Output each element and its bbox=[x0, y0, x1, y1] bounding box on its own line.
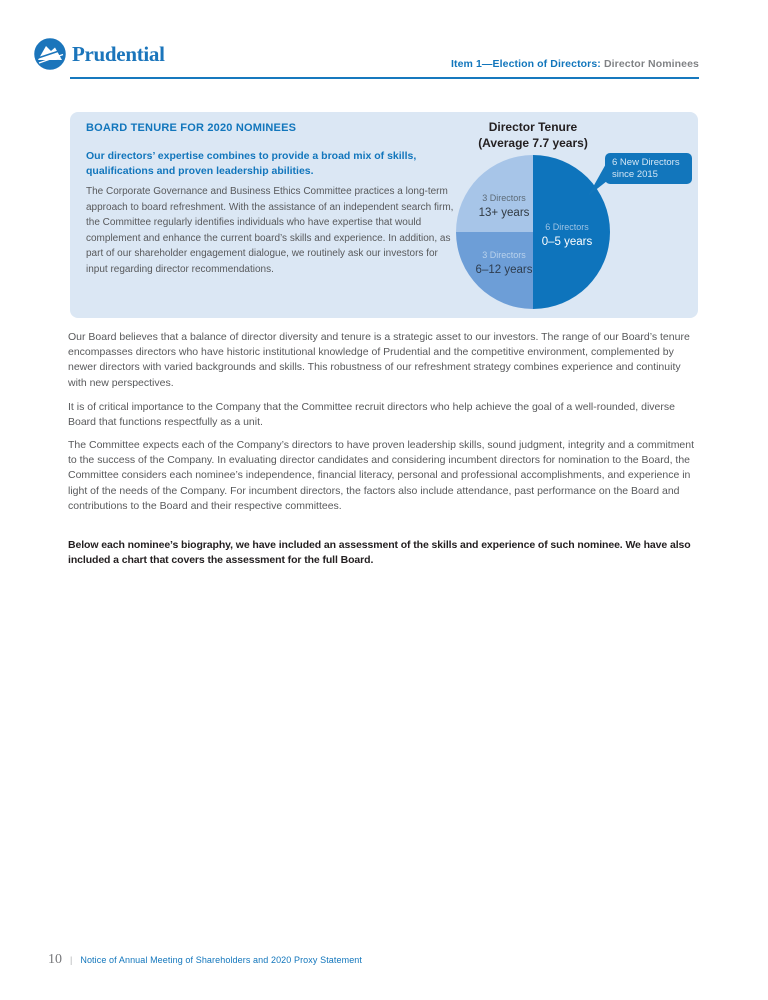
slice-label-0-5-count: 6 Directors bbox=[545, 222, 589, 232]
chart-title: Director Tenure bbox=[488, 120, 578, 134]
new-directors-callout bbox=[588, 153, 692, 196]
footer-separator: | bbox=[70, 955, 73, 965]
prudential-logo bbox=[34, 38, 165, 70]
callout-line2: since 2015 bbox=[612, 169, 658, 180]
header-divider bbox=[70, 77, 699, 79]
breadcrumb-section-label: Director Nominees bbox=[603, 58, 699, 70]
board-tenure-panel bbox=[70, 112, 698, 318]
callout-line1: 6 New Directors bbox=[612, 157, 680, 168]
bold-note-paragraph: Below each nominee’s biography, we have included an assessment of the skills and experience of such nominee. We have also included a chart that covers the assessment for the full Board. bbox=[68, 539, 691, 567]
footer-text: Notice of Annual Meeting of Shareholders and 2020 Proxy Statement bbox=[80, 955, 363, 965]
page-number: 10 bbox=[48, 952, 62, 967]
panel-body-text: The Corporate Governance and Business Ethics Committee practices a long-term approach to board refreshment. With the assistance of an independent search firm, the Committee regularly identifies individuals who have expertise that would complement and enhance the current board’s skills and experience. In addition, as part of our shareholder engagement dialogue, we routinely ask our investors for input regarding director recommendations. bbox=[86, 186, 454, 275]
panel-title: BOARD TENURE FOR 2020 NOMINEES bbox=[86, 122, 297, 134]
body-paragraph: The Committee expects each of the Company’s directors to have proven leadership skills, sound judgment, integrity and a commitment to the success of the Company. In evaluating director candidates and considering incumbent directors for nomination to the Board, the Committee considers each nominee’s independence, financial literacy, personal and professional accomplishments, and experience in light of the needs of the Company. For incumbent directors, the factors also include attendance, past performance on the Board and contributions to the Board and their respective committees. bbox=[68, 439, 695, 512]
breadcrumb-item-label: Item 1—Election of Directors: bbox=[450, 58, 601, 70]
chart-subtitle: (Average 7.7 years) bbox=[478, 136, 588, 150]
slice-label-6-12-range: 6–12 years bbox=[475, 264, 533, 276]
director-tenure-pie-chart bbox=[440, 112, 698, 318]
slice-label-0-5-range: 0–5 years bbox=[541, 236, 593, 248]
breadcrumb bbox=[451, 58, 699, 70]
slice-label-13plus-range: 13+ years bbox=[478, 207, 530, 219]
slice-label-13plus-count: 3 Directors bbox=[482, 193, 526, 203]
body-paragraph: It is of critical importance to the Company that the Committee recruit directors who help achieve the goal of a well-rounded, diverse Board that functions respectfully as a unit. bbox=[68, 401, 675, 429]
page-footer bbox=[48, 952, 362, 968]
panel-subtitle: Our directors’ expertise combines to provide a broad mix of skills, qualifications and proven leadership abilities. bbox=[86, 150, 417, 177]
logo-wordmark: Prudential bbox=[72, 41, 165, 66]
slice-label-6-12-count: 3 Directors bbox=[482, 250, 526, 260]
body-paragraph: Our Board believes that a balance of director diversity and tenure is a strategic asset to our investors. The range of our Board’s tenure encompasses directors who have historic institutional knowledge of Prudential and the competitive environment, complemented by newer directors with varied backgrounds and skills. This robustness of our refreshment strategy combines experience and continuity with new perspectives. bbox=[68, 331, 690, 389]
prudential-rock-icon bbox=[34, 38, 66, 70]
